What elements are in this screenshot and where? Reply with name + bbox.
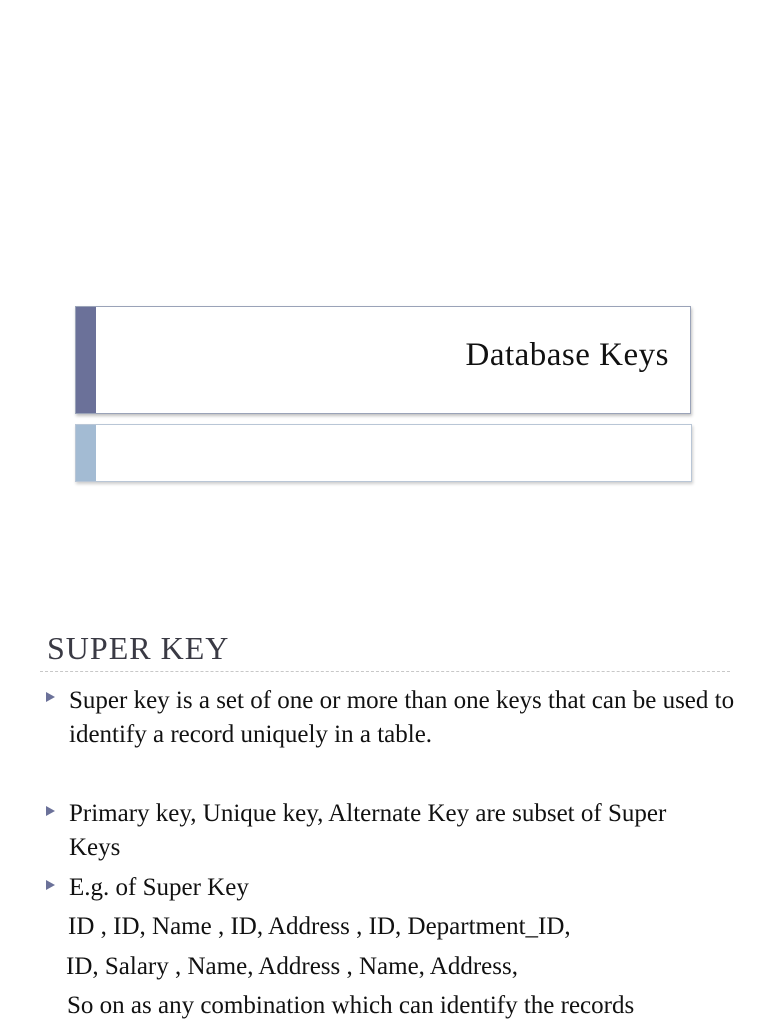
bullet-text: Primary key, Unique key, Alternate Key are subset of Super Keys	[69, 800, 667, 861]
title-accent-bar	[76, 307, 96, 413]
example-line: So on as any combination which can identify the records	[67, 992, 635, 1019]
subtitle-accent-bar	[76, 425, 96, 481]
example-line: ID , ID, Name , ID, Address , ID, Department_ID,	[68, 913, 571, 940]
subtitle-placeholder	[75, 424, 692, 482]
example-line: ID, Salary , Name, Address , Name, Address,	[66, 953, 518, 980]
slide-heading: SUPER KEY	[47, 630, 230, 666]
triangle-bullet-icon	[46, 880, 56, 890]
bullet-text: E.g. of Super Key	[69, 874, 249, 901]
heading-divider	[40, 671, 730, 672]
slide-title: Database Keys	[465, 337, 669, 373]
triangle-bullet-icon	[46, 806, 56, 816]
triangle-bullet-icon	[46, 692, 56, 702]
bullet-text: Super key is a set of one or more than one keys that can be used to identify a record uniquely in a table.	[69, 687, 735, 748]
title-placeholder	[75, 306, 691, 414]
